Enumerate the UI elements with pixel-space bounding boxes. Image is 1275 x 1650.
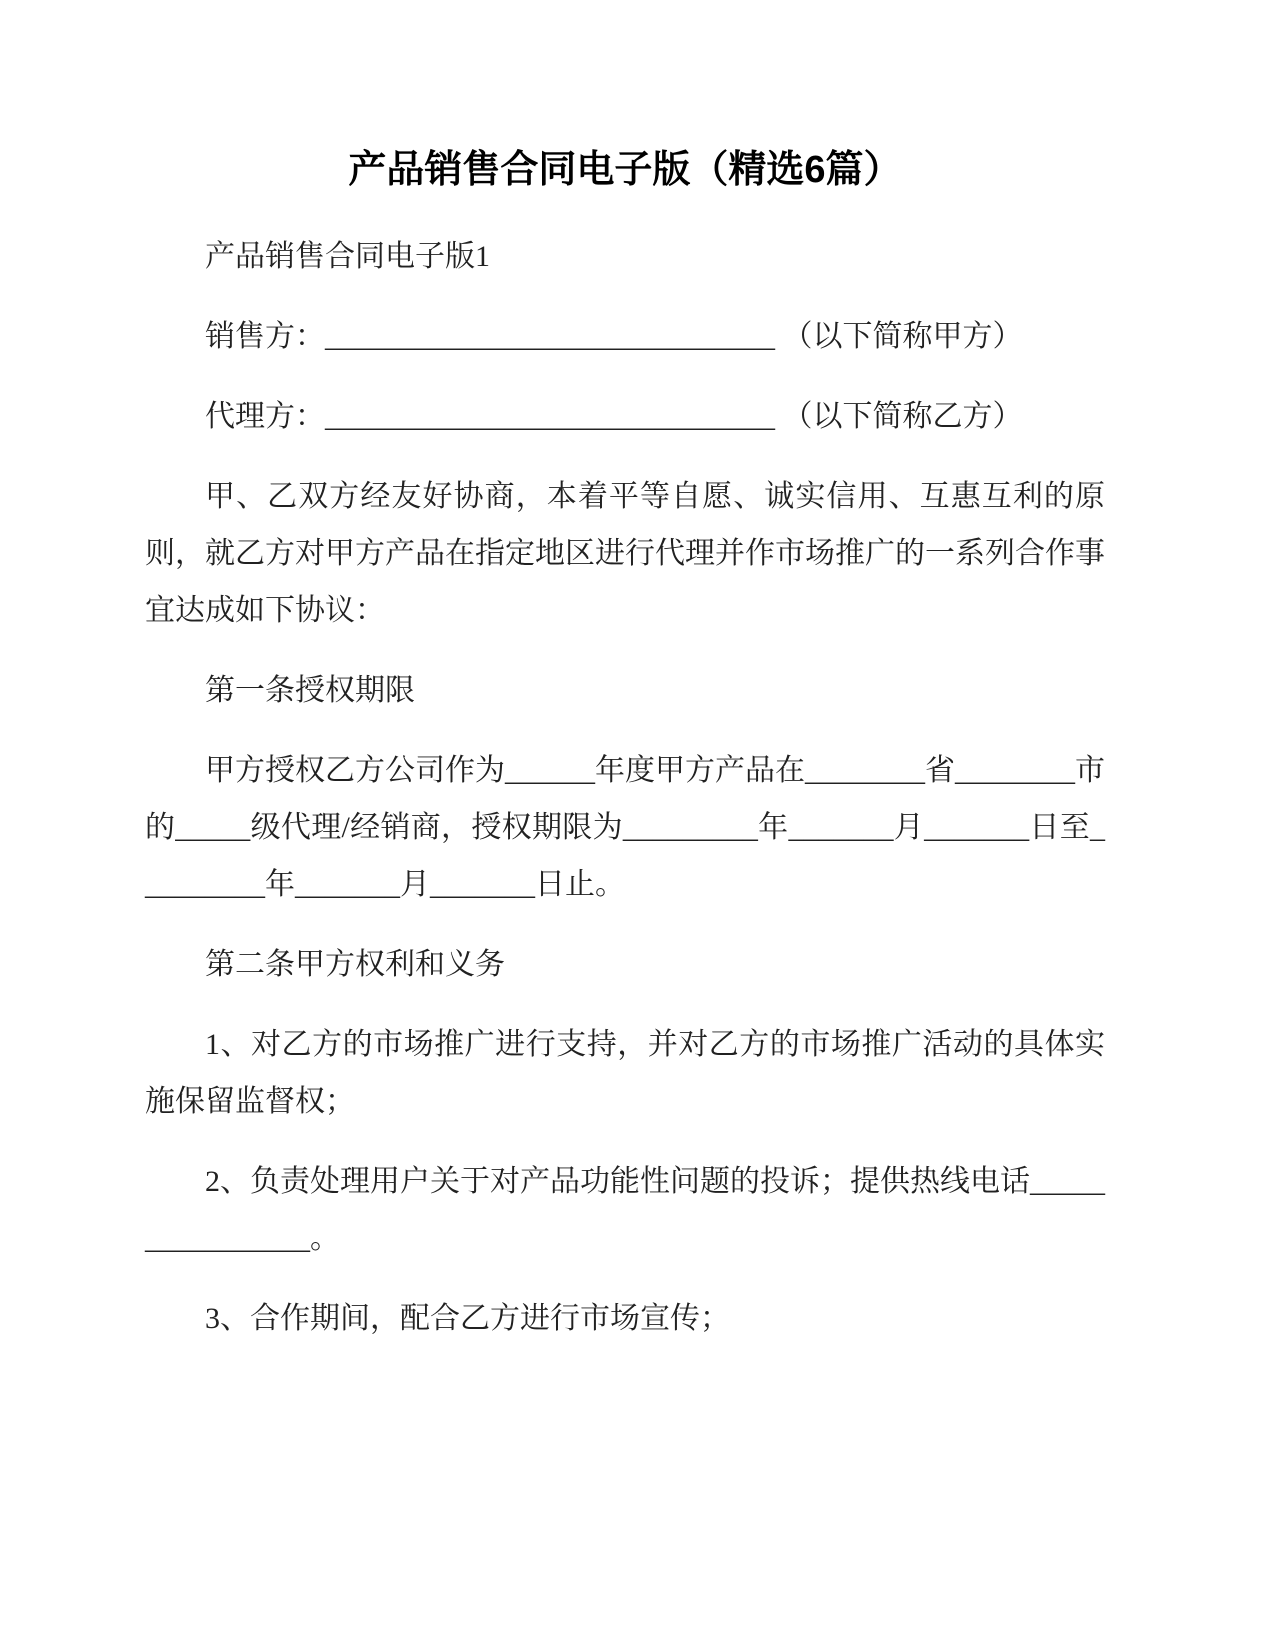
document-body	[145, 228, 1105, 1347]
paragraph-article-2-item-1: 1、对乙方的市场推广进行支持，并对乙方的市场推广活动的具体实施保留监督权；	[145, 1028, 1105, 1118]
paragraph-article-2-item-3: 3、合作期间，配合乙方进行市场宣传；	[205, 1302, 730, 1335]
paragraph-article-1-body: 甲方授权乙方公司作为______年度甲方产品在________省________市的_____级代理/经销商，授权期限为_________年_______月_______日至_________年_______月_______日止。	[145, 754, 1105, 901]
paragraph-subtitle: 产品销售合同电子版1	[205, 240, 490, 273]
paragraph-article-2-item-2: 2、负责处理用户关于对产品功能性问题的投诉；提供热线电话________________。	[145, 1165, 1105, 1255]
paragraph-article-2-heading: 第二条甲方权利和义务	[205, 948, 505, 981]
paragraph-seller-line: 销售方：______________________________ （以下简称甲方）	[205, 320, 1023, 353]
paragraph-article-1-heading: 第一条授权期限	[205, 674, 415, 707]
paragraph-agent-line: 代理方：______________________________ （以下简称乙方）	[205, 400, 1023, 433]
document-title: 产品销售合同电子版（精选6篇）	[348, 149, 902, 191]
paragraph-preamble: 甲、乙双方经友好协商，本着平等自愿、诚实信用、互惠互利的原则，就乙方对甲方产品在指定地区进行代理并作市场推广的一系列合作事宜达成如下协议：	[145, 480, 1105, 627]
